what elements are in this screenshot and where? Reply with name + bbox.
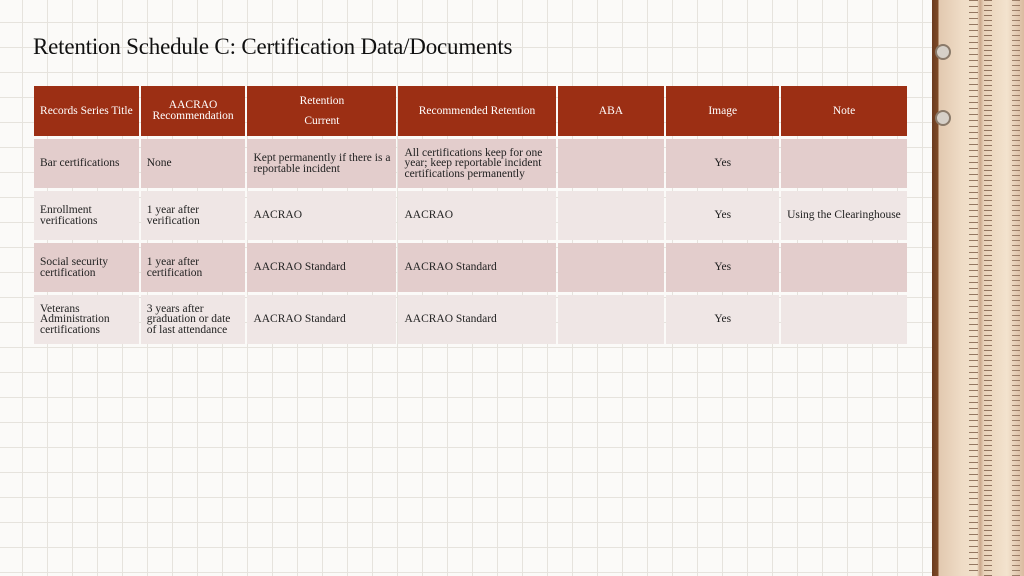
header-image: Image bbox=[666, 86, 779, 136]
cell-recommended: All certifications keep for one year; keep reportable incident certifications permanently bbox=[398, 139, 555, 188]
ruler-ring-icon bbox=[935, 44, 951, 60]
cell-note bbox=[781, 295, 907, 344]
cell-recommended: AACRAO Standard bbox=[398, 295, 555, 344]
header-aacrao-recommendation: AACRAO Recommendation bbox=[141, 86, 246, 136]
retention-table bbox=[32, 83, 909, 347]
page-title: Retention Schedule C: Certification Data/Documents bbox=[33, 34, 513, 59]
cell-aba bbox=[558, 243, 665, 292]
header-aba: ABA bbox=[558, 86, 665, 136]
cell-current: Kept permanently if there is a reportable incident bbox=[247, 139, 396, 188]
header-retention: Retention bbox=[299, 94, 345, 107]
cell-aacrao: 1 year after verification bbox=[141, 191, 246, 240]
table-header-row bbox=[34, 86, 907, 136]
cell-current: AACRAO Standard bbox=[247, 243, 396, 292]
cell-aacrao: None bbox=[141, 139, 246, 188]
table-row bbox=[34, 191, 907, 240]
ruler-icon bbox=[932, 0, 1024, 576]
cell-aacrao: 3 years after graduation or date of last attendance bbox=[141, 295, 246, 344]
ruler-right-edge-ticks bbox=[1012, 0, 1020, 576]
cell-image: Yes bbox=[666, 139, 779, 188]
cell-aba bbox=[558, 191, 665, 240]
table-row bbox=[34, 295, 907, 344]
table-row bbox=[34, 243, 907, 292]
cell-title: Social security certification bbox=[34, 243, 139, 292]
cell-image: Yes bbox=[666, 191, 779, 240]
table-row bbox=[34, 139, 907, 188]
header-retention-current bbox=[247, 86, 396, 136]
cell-title: Enrollment verifications bbox=[34, 191, 139, 240]
header-note: Note bbox=[781, 86, 907, 136]
cell-image: Yes bbox=[666, 295, 779, 344]
cell-current: AACRAO Standard bbox=[247, 295, 396, 344]
cell-note: Using the Clearinghouse bbox=[781, 191, 907, 240]
cell-current: AACRAO bbox=[247, 191, 396, 240]
ruler-left-ticks bbox=[940, 0, 978, 576]
header-records-series-title: Records Series Title bbox=[34, 86, 139, 136]
cell-note bbox=[781, 243, 907, 292]
cell-recommended: AACRAO bbox=[398, 191, 555, 240]
cell-aba bbox=[558, 295, 665, 344]
cell-aacrao: 1 year after certification bbox=[141, 243, 246, 292]
ruler-ring-icon bbox=[935, 110, 951, 126]
cell-aba bbox=[558, 139, 665, 188]
header-recommended-retention: Recommended Retention bbox=[398, 86, 555, 136]
cell-image: Yes bbox=[666, 243, 779, 292]
cell-title: Veterans Administration certifications bbox=[34, 295, 139, 344]
header-current: Current bbox=[304, 114, 340, 127]
cell-recommended: AACRAO Standard bbox=[398, 243, 555, 292]
cell-title: Bar certifications bbox=[34, 139, 139, 188]
cell-note bbox=[781, 139, 907, 188]
